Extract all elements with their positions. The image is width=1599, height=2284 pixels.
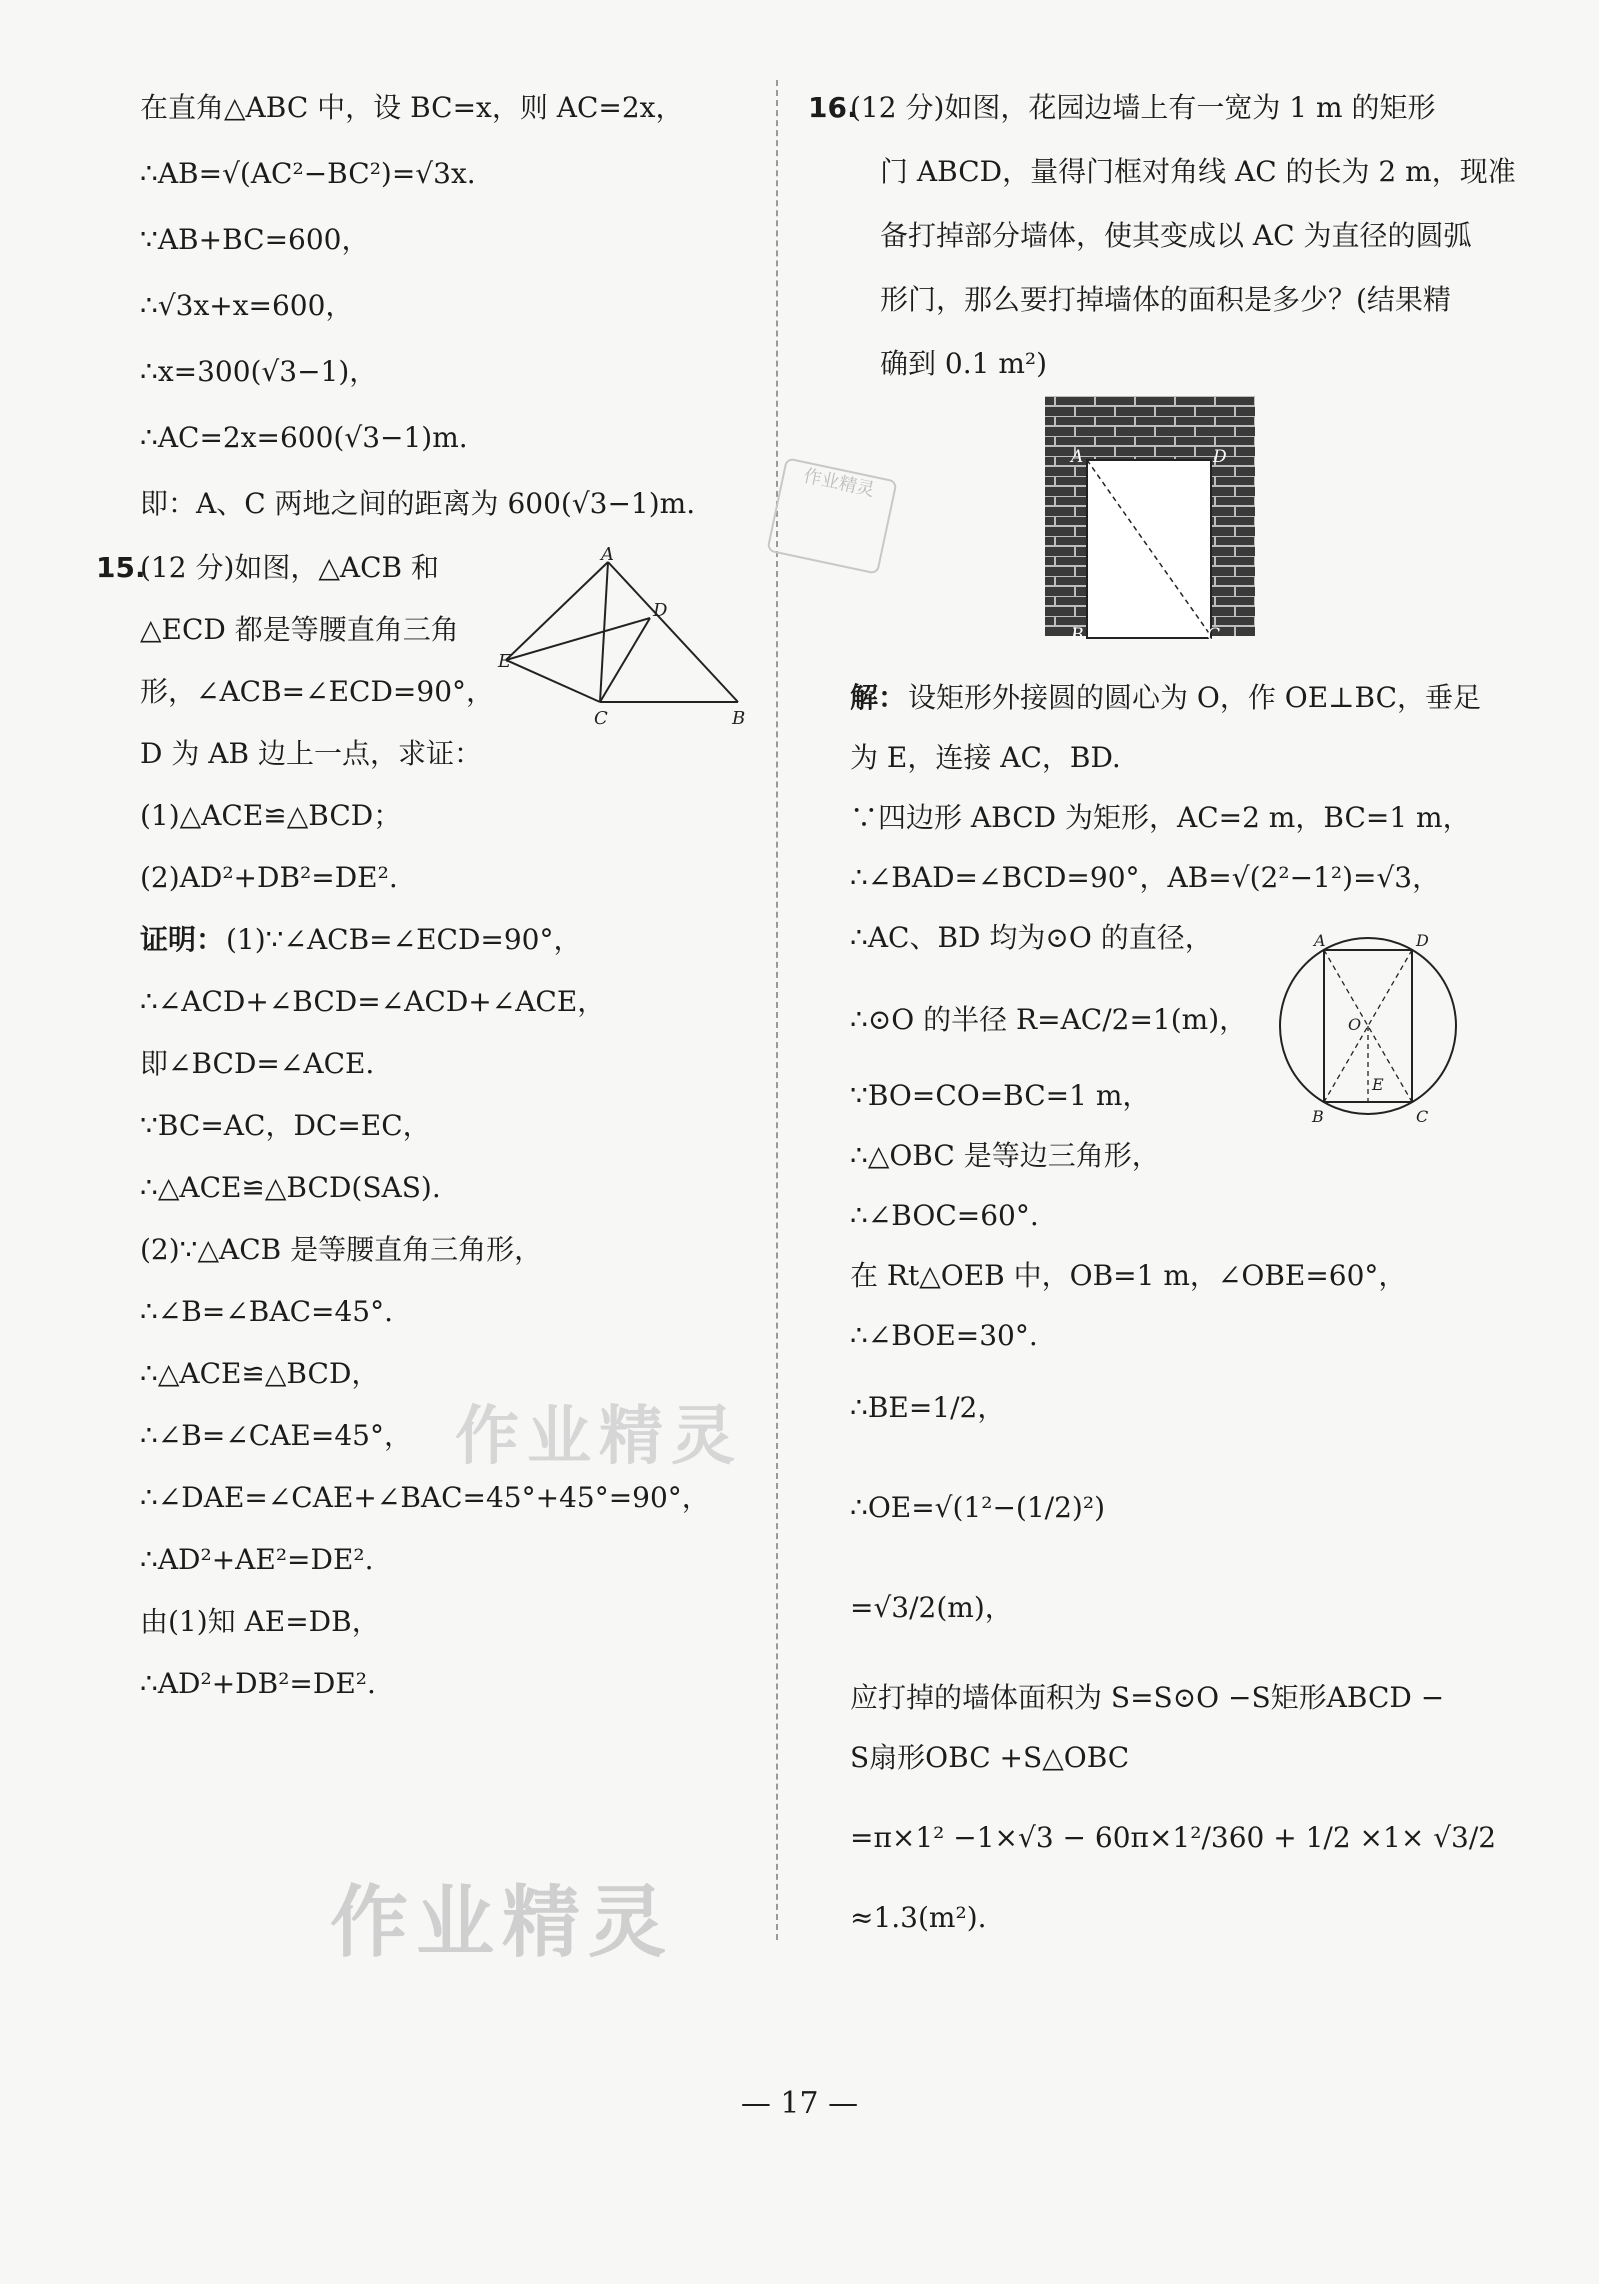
brick-wall-door-figure — [1045, 396, 1255, 645]
q15-line-2: △ECD 都是等腰直角三角 — [140, 613, 459, 646]
left-line-4: ∴√3x+x=600， — [140, 289, 354, 322]
circle-label-e: E — [1372, 1075, 1384, 1094]
question-15-number: 15. — [96, 551, 146, 584]
proof-line-7: ∴∠B=∠BAC=45°. — [140, 1295, 393, 1328]
proof-line-11: ∴AD²+AE²=DE². — [140, 1543, 374, 1576]
label-e: E — [498, 651, 512, 672]
q16-line-4: 形门，那么要打掉墙体的面积是多少？(结果精 — [880, 283, 1451, 316]
circle-label-o: O — [1348, 1015, 1362, 1034]
stamp-mark: 作业精灵 — [766, 457, 897, 575]
question-16-number: 16. — [808, 91, 858, 124]
left-line-2: ∴AB=√(AC²−BC²)=√3x. — [140, 157, 476, 190]
q15-line-4: D 为 AB 边上一点，求证： — [140, 737, 482, 770]
label-d: D — [653, 600, 668, 621]
wall-label-a: A — [1071, 447, 1084, 467]
solution-line-5: ∴AC、BD 均为⊙O 的直径， — [850, 921, 1213, 954]
solution-line-3: ∵四边形 ABCD 为矩形，AC=2 m，BC=1 m， — [850, 801, 1471, 834]
page-number: — 17 — — [740, 2086, 859, 2121]
circle-label-b: B — [1312, 1107, 1324, 1126]
solution-line-9: ∴∠BOC=60°. — [850, 1199, 1039, 1232]
solution-line-6: ∴⊙O 的半径 R=AC/2=1(m)， — [850, 1003, 1248, 1036]
solution-line-17: =π×1² −1×√3 − 60π×1²/360 + 1/2 ×1× √3/2 — [850, 1821, 1497, 1854]
solution-line-10: 在 Rt△OEB 中，OB=1 m，∠OBE=60°， — [850, 1259, 1407, 1292]
solution-line-4: ∴∠BAD=∠BCD=90°，AB=√(2²−1²)=√3， — [850, 861, 1441, 894]
circle-label-d: D — [1416, 931, 1429, 950]
proof-line-12: 由(1)知 AE=DB， — [140, 1605, 380, 1638]
left-line-1: 在直角△ABC 中，设 BC=x，则 AC=2x， — [140, 91, 684, 124]
solution-line-15: 应打掉的墙体面积为 S=S⊙O −S矩形ABCD − — [850, 1681, 1445, 1714]
circle-rectangle-figure — [1278, 930, 1458, 1130]
solution-line-8: ∴△OBC 是等边三角形， — [850, 1139, 1160, 1172]
wall-label-d: D — [1213, 447, 1227, 467]
column-divider — [776, 80, 778, 1940]
q15-line-1: (12 分)如图，△ACB 和 — [140, 551, 440, 584]
label-b: B — [732, 708, 746, 729]
proof-line-4: ∵BC=AC，DC=EC， — [140, 1109, 431, 1142]
proof-line-8: ∴△ACE≌△BCD， — [140, 1357, 380, 1390]
solution-line-14: =√3/2(m)， — [850, 1591, 1013, 1624]
q16-line-2: 门 ABCD，量得门框对角线 AC 的长为 2 m，现准 — [880, 155, 1516, 188]
wall-label-c: C — [1207, 625, 1221, 645]
solution-line-7: ∵BO=CO=BC=1 m， — [850, 1079, 1151, 1112]
proof-line-3: 即∠BCD=∠ACE. — [140, 1047, 375, 1080]
solution-line-18: ≈1.3(m²). — [850, 1901, 987, 1934]
proof-line-9: ∴∠B=∠CAE=45°， — [140, 1419, 412, 1452]
q15-line-5: (1)△ACE≌△BCD； — [140, 799, 402, 832]
solution-line-1: 设矩形外接圆的圆心为 O，作 OE⊥BC，垂足 — [908, 681, 1482, 714]
proof-line-2: ∴∠ACD+∠BCD=∠ACD+∠ACE， — [140, 985, 606, 1018]
left-line-6: ∴AC=2x=600(√3−1)m. — [140, 421, 468, 454]
proof-label: 证明： — [140, 923, 225, 956]
proof-line-13: ∴AD²+DB²=DE². — [140, 1667, 376, 1700]
solution-label: 解： — [850, 681, 907, 714]
circle-label-c: C — [1416, 1107, 1429, 1126]
triangle-figure-q15 — [498, 544, 760, 740]
q15-line-6: (2)AD²+DB²=DE². — [140, 861, 398, 894]
proof-line-6: (2)∵△ACB 是等腰直角三角形， — [140, 1233, 543, 1266]
label-c: C — [594, 708, 608, 729]
label-a: A — [601, 544, 614, 565]
circle-label-a: A — [1314, 931, 1326, 950]
q16-line-5: 确到 0.1 m²) — [880, 347, 1048, 380]
q15-line-3: 形，∠ACB=∠ECD=90°， — [140, 675, 495, 708]
proof-line-5: ∴△ACE≌△BCD(SAS). — [140, 1171, 441, 1204]
proof-line-10: ∴∠DAE=∠CAE+∠BAC=45°+45°=90°， — [140, 1481, 710, 1514]
watermark-mid: 作业精灵 — [455, 1400, 743, 1474]
q16-line-3: 备打掉部分墙体，使其变成以 AC 为直径的圆弧 — [880, 219, 1472, 252]
solution-line-12: ∴BE=1/2， — [850, 1391, 1006, 1424]
q16-line-1: (12 分)如图，花园边墙上有一宽为 1 m 的矩形 — [850, 91, 1436, 124]
proof-line-1: (1)∵∠ACB=∠ECD=90°， — [226, 923, 582, 956]
solution-line-11: ∴∠BOE=30°. — [850, 1319, 1038, 1352]
solution-line-13: ∴OE=√(1²−(1/2)²) — [850, 1491, 1105, 1524]
watermark-bottom: 作业精灵 — [330, 1878, 675, 1968]
solution-line-16: S扇形OBC +S△OBC — [850, 1741, 1130, 1774]
wall-label-b: B — [1071, 625, 1084, 645]
solution-line-2: 为 E，连接 AC，BD. — [850, 741, 1121, 774]
left-line-5: ∴x=300(√3−1)， — [140, 355, 378, 388]
left-line-3: ∵AB+BC=600， — [140, 223, 370, 256]
left-line-7: 即：A、C 两地之间的距离为 600(√3−1)m. — [140, 487, 696, 520]
